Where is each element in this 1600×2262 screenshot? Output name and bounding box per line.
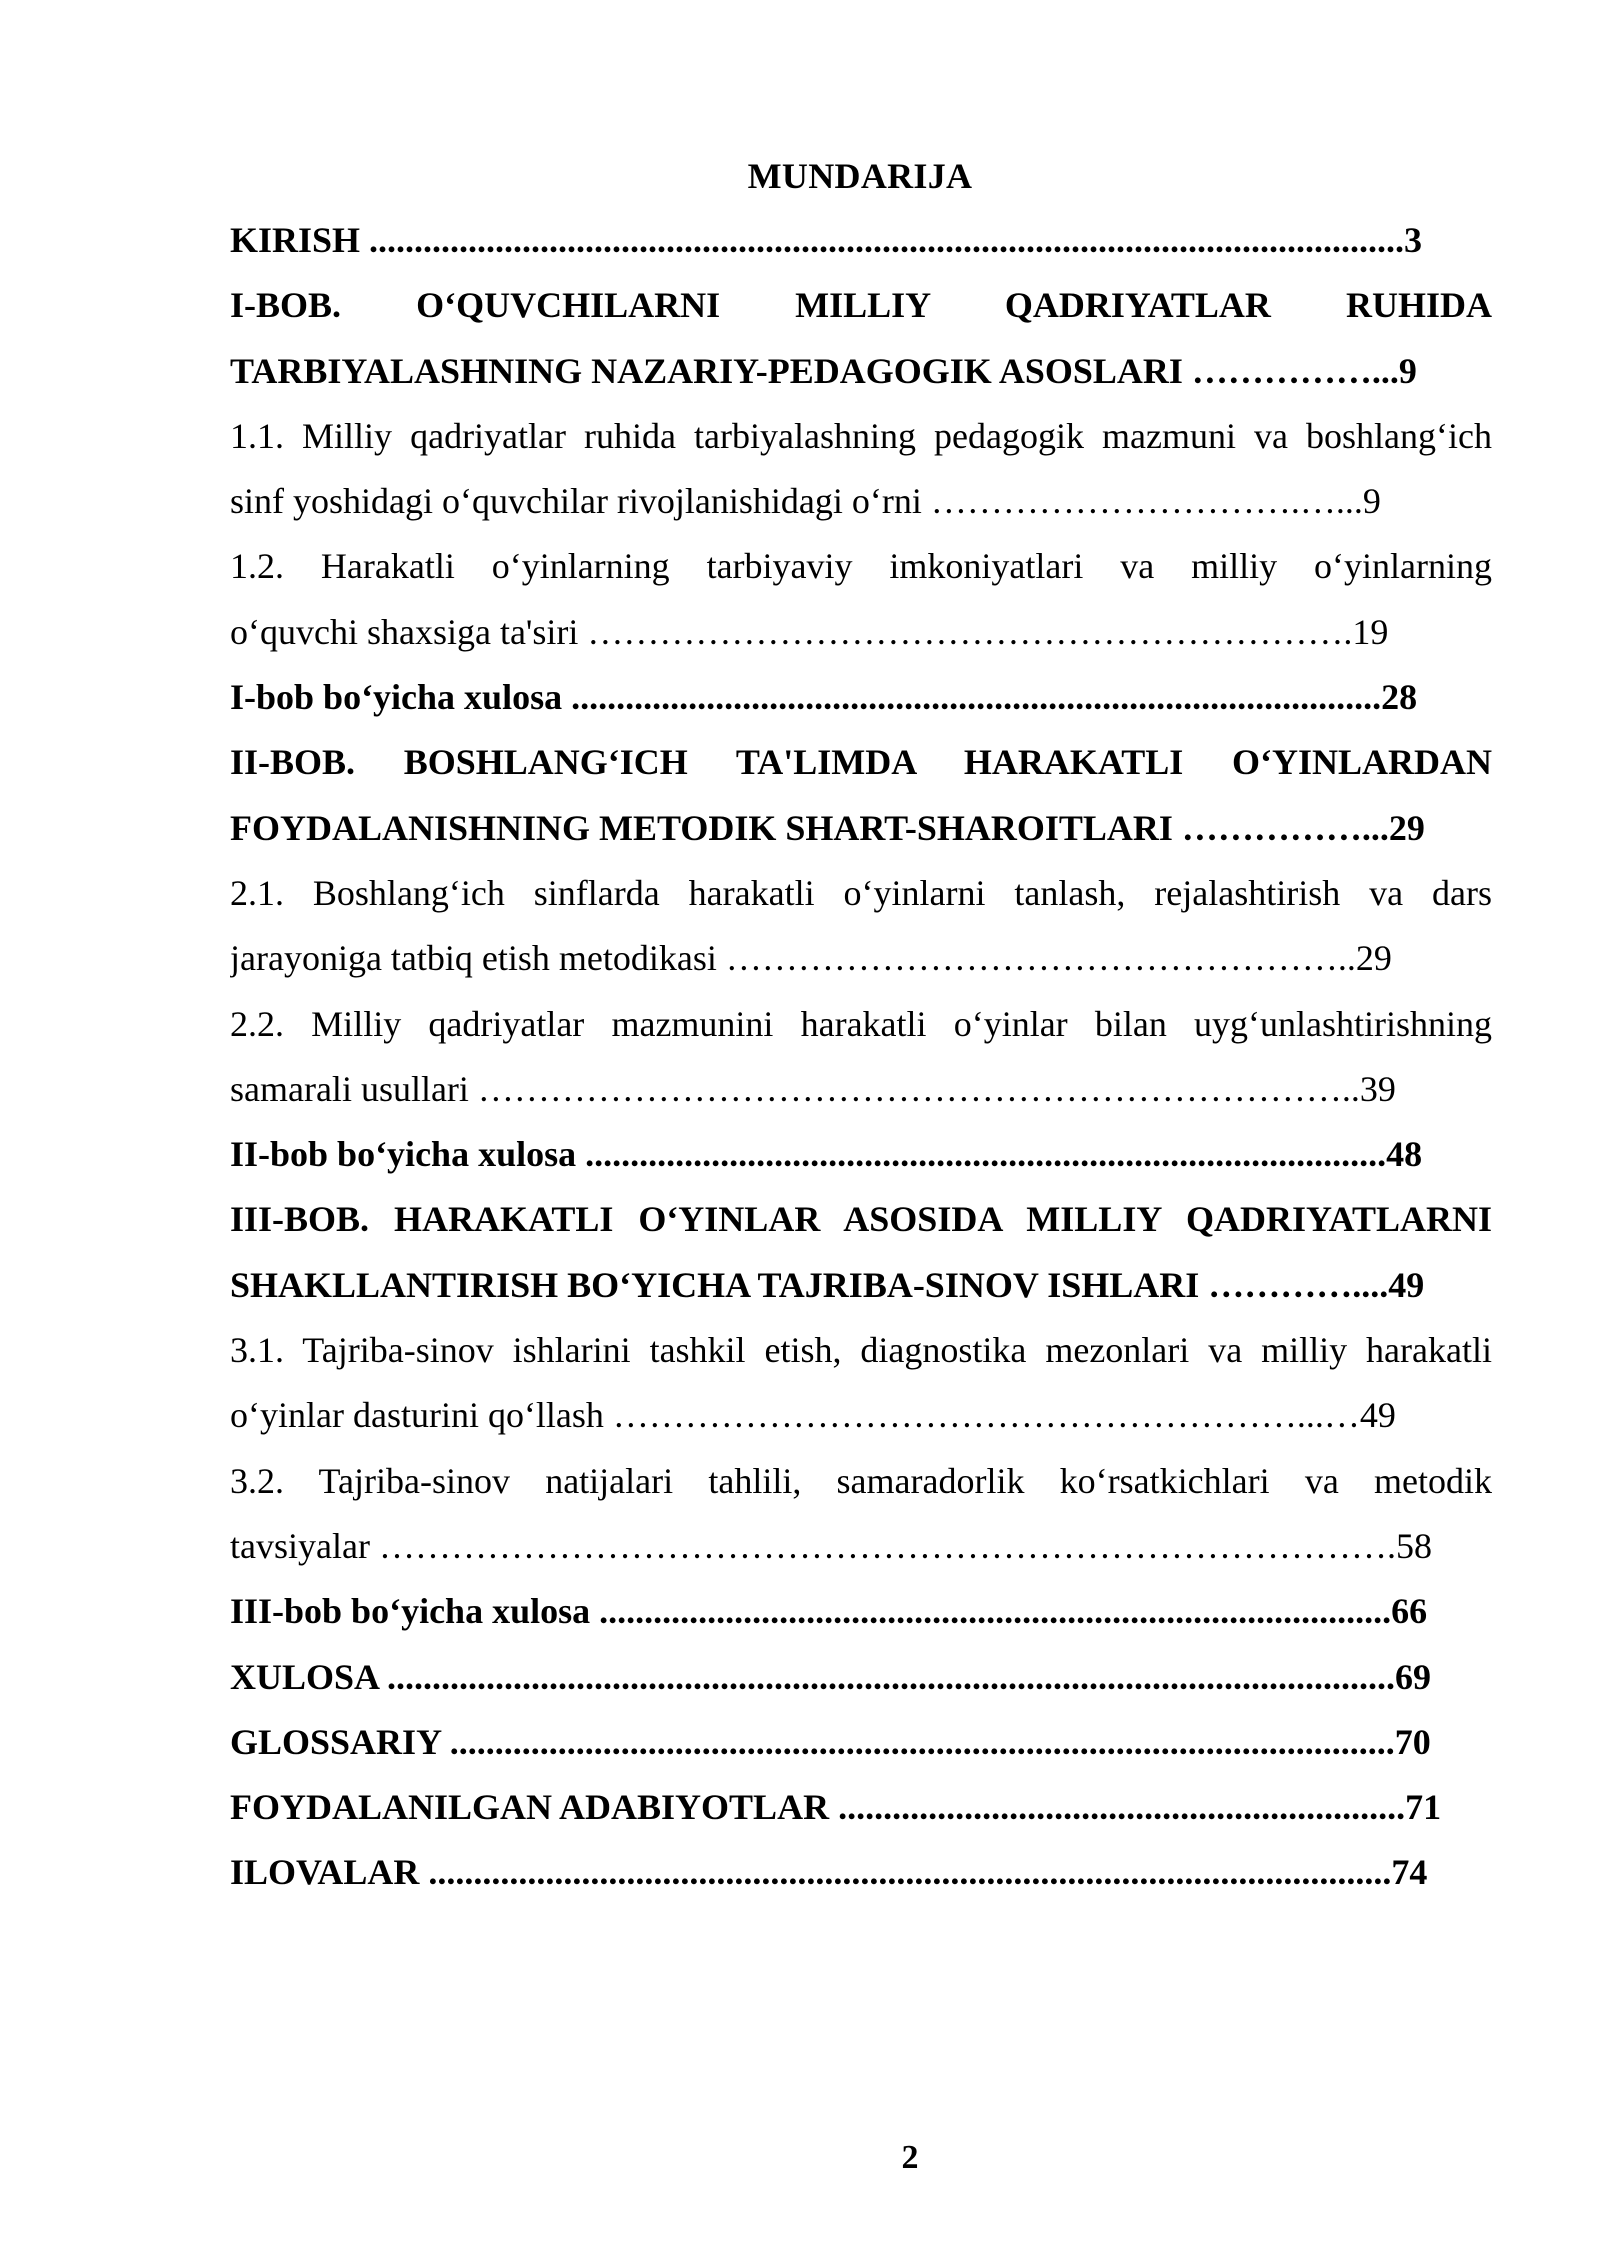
toc-line: 2.2. Milliy qadriyatlar mazmunini harakatli o‘yinlar bilan uyg‘unlashtirishning bbox=[230, 1003, 1492, 1044]
toc-line: II-bob bo‘yicha xulosa .........................................................................................48 bbox=[230, 1134, 1423, 1175]
toc-line: III-bob bo‘yicha xulosa ........................................................................................66 bbox=[230, 1591, 1428, 1632]
toc-line: SHAKLLANTIRISH BO‘YICHA TAJRIBA-SINOV ISHLARI …………....49 bbox=[230, 1264, 1425, 1305]
toc-line: TARBIYALASHNING NAZARIY-PEDAGOGIK ASOSLARI ……………...9 bbox=[230, 350, 1417, 391]
toc-line: III-BOB. HARAKATLI O‘YINLAR ASOSIDA MILLIY QADRIYATLARNI bbox=[230, 1199, 1492, 1240]
toc-line: sinf yoshidagi o‘quvchilar rivojlanishidagi o‘rni ………………………….…...9 bbox=[230, 481, 1381, 522]
toc-line: KIRISH ...................................................................................................................3 bbox=[230, 220, 1423, 260]
toc-line: 1.2. Harakatli o‘yinlarning tarbiyaviy imkoniyatlari va milliy o‘yinlarning bbox=[230, 546, 1492, 587]
toc-line: o‘yinlar dasturini qo‘llash …………………………………………………...…49 bbox=[230, 1395, 1396, 1436]
toc-line: II-BOB. BOSHLANG‘ICH TA'LIMDA HARAKATLI O‘YINLARDAN bbox=[230, 742, 1492, 783]
toc-line: jarayoniga tatbiq etish metodikasi ……………………………………………..29 bbox=[230, 938, 1392, 979]
toc-line: FOYDALANILGAN ADABIYOTLAR ...............................................................71 bbox=[230, 1787, 1442, 1828]
toc-line: 1.1. Milliy qadriyatlar ruhida tarbiyalashning pedagogik mazmuni va boshlang‘ich bbox=[230, 415, 1492, 456]
toc-line: I-bob bo‘yicha xulosa ..........................................................................................28 bbox=[230, 677, 1418, 718]
toc-line: GLOSSARIY .........................................................................................................70 bbox=[230, 1721, 1431, 1762]
toc-line: 2.1. Boshlang‘ich sinflarda harakatli o‘yinlarni tanlash, rejalashtirish va dars bbox=[230, 872, 1492, 913]
toc-line: FOYDALANISHNING METODIK SHART-SHAROITLARI ……………...29 bbox=[230, 807, 1425, 848]
toc-line: 3.1. Tajriba-sinov ishlarini tashkil etish, diagnostika mezonlari va milliy harakatli bbox=[230, 1330, 1492, 1371]
page-number: 2 bbox=[901, 2139, 919, 2176]
toc-line: I-BOB. O‘QUVCHILARNI MILLIY QADRIYATLAR RUHIDA bbox=[230, 285, 1492, 326]
toc-line: samarali usullari ………………………………………………………………..39 bbox=[230, 1068, 1396, 1109]
toc-line: o‘quvchi shaxsiga ta'siri ……………………………………………………….19 bbox=[230, 611, 1389, 652]
table-of-contents bbox=[230, 208, 1492, 1906]
toc-line: tavsiyalar ………………………………………………………………………….58 bbox=[230, 1525, 1432, 1566]
toc-line: XULOSA ................................................................................................................69 bbox=[230, 1656, 1432, 1697]
toc-line: 3.2. Tajriba-sinov natijalari tahlili, samaradorlik ko‘rsatkichlari va metodik bbox=[230, 1460, 1492, 1501]
toc-line: ILOVALAR ...........................................................................................................74 bbox=[230, 1852, 1428, 1893]
toc-title: MUNDARIJA bbox=[747, 156, 973, 196]
